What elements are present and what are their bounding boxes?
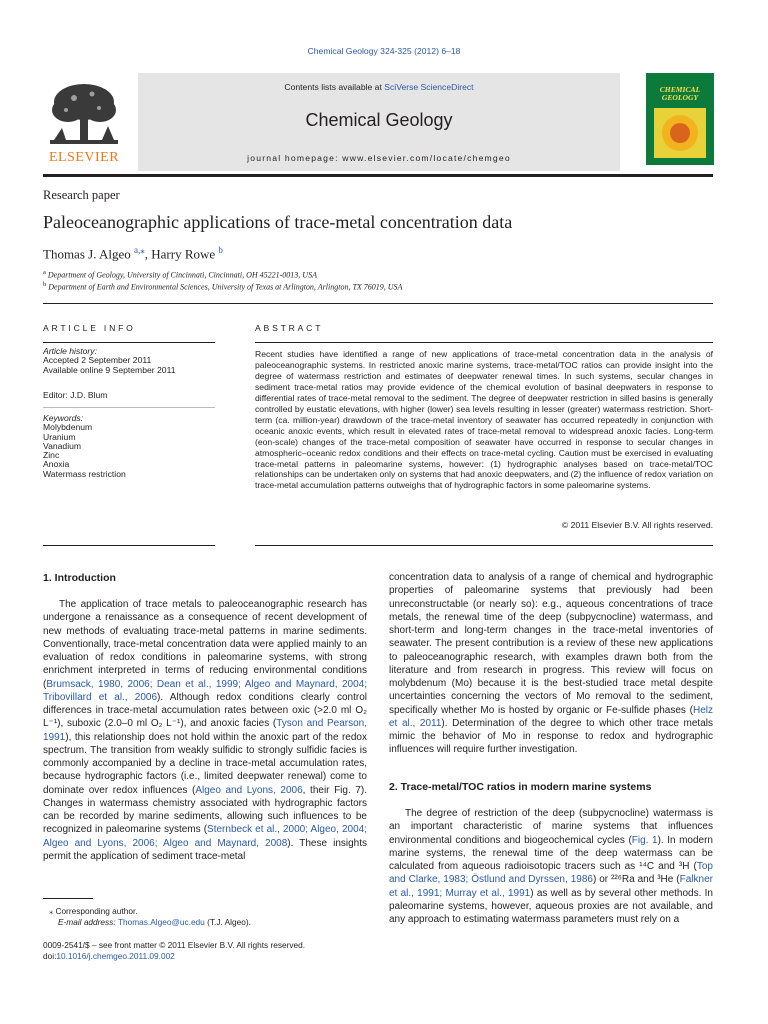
- keyword: Zinc: [43, 450, 60, 461]
- section-heading-introduction: 1. Introduction: [43, 572, 116, 584]
- contents-prefix: Contents lists available at: [284, 82, 385, 92]
- text-run: ). Determination of the degree to which other trace metals mimic the behavior of Mo in response to redox and hydrographic influences will require further investigation.: [389, 717, 713, 756]
- accepted-date: Accepted 2 September 2011: [43, 355, 152, 366]
- author-name: Thomas J. Algeo: [43, 246, 134, 262]
- text-run: ). Although redox conditions clearly control differences in trace-metal accumulation rates between oxic (>2.0 ml O₂ L⁻¹), suboxic (2.0–0 ml O₂ L⁻¹), and anoxic facies (: [43, 691, 367, 730]
- abstract-copyright: © 2011 Elsevier B.V. All rights reserved.: [561, 520, 713, 530]
- abstract-end-rule: [255, 545, 713, 546]
- text-run: ). In modern marine systems, the renewal time of the deep watermass can be calculated from aqueous radioisotopic tracers such as ¹⁴C and ³H (: [389, 834, 713, 872]
- article-title: Paleoceanographic applications of trace-metal concentration data: [43, 212, 513, 232]
- author-list: [43, 245, 223, 262]
- keywords-block: [43, 414, 215, 479]
- citation-link[interactable]: Brumsack, 1980, 2006; Dean et al., 1999; Algeo and Maynard, 2004; Tribovillard et al., 2006: [43, 678, 367, 703]
- doi-line: [43, 951, 175, 962]
- text-run: ) or ²²⁶Ra and ³He (: [592, 874, 680, 886]
- email-note: [58, 917, 251, 928]
- text-run: ), this relationship does not hold within the anoxic part of the redox spectrum. The transition from weakly sulfidic to strongly sulfidic facies is commonly accompanied by a decline in trace-metal accumulation rates, because hydrographic factors (i.e., limited deepwater renewal) come to dominate over redox influences (: [43, 731, 367, 796]
- text-run: , their Fig. 7). Changes in watermass chemistry associated with hydrographic factors can be recorded by marine sediments, allowing such influences to be recognized in paleomarine systems (: [43, 784, 368, 836]
- section-heading-trace-metal-toc: 2. Trace-metal/TOC ratios in modern marine systems: [389, 781, 652, 793]
- text-run: ). These insights permit the application of sediment trace-metal: [43, 837, 368, 862]
- article-info-divider: [43, 342, 215, 343]
- affiliation-text: Department of Geology, University of Cincinnati, Cincinnati, OH 45221-0013, USA: [45, 270, 317, 280]
- affiliation-text: Department of Earth and Environmental Sciences, University of Texas at Arlington, Arlington, TX 76019, USA: [46, 282, 403, 292]
- text-run: ) as well as by several other methods. In paleomarine systems, however, aqueous proxies are not available, and any approach to estimating watermass parameters must rely on a: [389, 887, 713, 925]
- author-affiliation-mark[interactable]: a,⁎: [134, 245, 145, 255]
- footnote-rule: [43, 898, 93, 899]
- journal-homepage[interactable]: journal homepage: www.elsevier.com/locate/chemgeo: [247, 153, 511, 163]
- citation-link[interactable]: Helz et al., 2011: [389, 704, 713, 729]
- text-run: concentration data to analysis of a range of chemical and hydrographic properties of paleomarine systems that previously had been unreconstructable (or nearly so): e.g., aqueous concentrations of trace metals, the renewal time of the deep (subpycnocline) watermass, and short-term and long-term changes in the trace-metal inventories of seawater. The present contribution is a review of these new applications to paleoceanographic research, with examples drawn both from the literature and from research in progress. This review will focus on molybdenum (Mo) because it is the best-studied trace metal despite uncertainties concerning the vectors of Mo removal to the sediment, specifically whether Mo is hosted by organic or Fe-sulfide phases (: [389, 572, 713, 716]
- affiliation: [43, 269, 317, 280]
- keyword: Watermass restriction: [43, 468, 126, 479]
- citation-link[interactable]: Sternbeck et al., 2000; Algeo, 2004; Algeo and Lyons, 2006; Algeo and Maynard, 2008: [43, 824, 367, 849]
- article-type: Research paper: [43, 188, 120, 202]
- text-run: The application of trace metals to paleoceanographic research has undergone a renaissance as a consequence of recent development of new methods of evaluating trace-metal patterns in marine sediments. Conventionally, trace-metal concentration data were applied mainly to an evaluation of redox conditions in paleomarine systems, with strong enrichment interpreted in terms of reducing environmental conditions (: [43, 599, 367, 690]
- citation-link[interactable]: Falkner et al., 1991; Murray et al., 1991: [389, 874, 713, 899]
- citation-link[interactable]: Tyson and Pearson, 1991: [43, 718, 367, 743]
- author-affiliation-mark[interactable]: b: [218, 245, 223, 255]
- figure-link[interactable]: Fig. 1: [631, 834, 658, 846]
- affiliation-mark: a: [43, 269, 46, 276]
- abstract-text: Recent studies have identified a range of new applications of trace-metal concentration data in the analysis of paleoceanographic systems. In restricted anoxic marine systems, trace-metal/TOC ratios can provide insight into the degree of watermass restriction and estimates of deepwater renewal times. In such systems, secular changes in sediment trace-metal ratios may provide evidence of the chemical evolution of basinal deepwaters in response to differential rates of trace-metal removal to the sediment. The degree of deepwater restriction in silled basins is generally controlled by eustatic elevations, with higher (lower) sea levels resulting in lesser (greater) watermass restriction. Short-term (ca. million-year) drawdown of the trace-metal inventory of seawater has occurred repeatedly in conjunction with oceanic anoxic events, which result in elevated rates of trace-metal removal to widespread anoxic facies. Long-term (eon-scale) changes of the trace-metal composition of seawater have occurred in response to secular changes in atmospheric–oceanic redox conditions and their effects on trace-metal cycling. Caution must be exercised in evaluating trace-metal patterns in paleomarine systems, however: (1) hydrographic analyses based on trace-metal/TOC relationships can be undertaken only on systems that had anoxic deepwaters, and (2) the influence of redox variation on trace-metal accumulation patterns outweighs that of hydrographic factors in some paleomarine systems.: [255, 349, 713, 491]
- affiliation: [43, 281, 402, 292]
- editor: Editor: J.D. Blum: [43, 390, 108, 400]
- elsevier-tree-logo: [44, 80, 124, 152]
- issn-line: 0009-2541/$ – see front matter © 2011 Elsevier B.V. All rights reserved.: [43, 940, 306, 950]
- header-rule: [43, 174, 713, 177]
- title-divider: [43, 303, 713, 304]
- doi-label: doi:: [43, 951, 57, 961]
- journal-name: Chemical Geology: [305, 110, 453, 130]
- email-link[interactable]: Thomas.Algeo@uc.edu: [117, 917, 205, 927]
- citation-link[interactable]: Algeo and Lyons, 2006: [195, 784, 303, 796]
- citation-link[interactable]: Top and Clarke, 1983; Östlund and Dyrssen, 1986: [389, 861, 713, 886]
- history-label: Article history:: [43, 346, 97, 356]
- corresponding-author-note: ⁎ Corresponding author.: [49, 906, 138, 916]
- journal-citation-link[interactable]: Chemical Geology 324-325 (2012) 6–18: [307, 46, 461, 56]
- intro-paragraph-2: [389, 571, 713, 757]
- elsevier-wordmark: ELSEVIER: [48, 150, 120, 165]
- sciencedirect-link[interactable]: SciVerse ScienceDirect: [384, 82, 474, 92]
- cover-artwork: [654, 108, 706, 158]
- doi-link[interactable]: 10.1016/j.chemgeo.2011.09.002: [56, 951, 175, 961]
- online-date: Available online 9 September 2011: [43, 364, 176, 375]
- keyword: Molybdenum: [43, 422, 93, 433]
- affiliation-mark: b: [43, 281, 47, 288]
- article-info-heading: ARTICLE INFO: [43, 323, 136, 333]
- article-history: [43, 347, 215, 375]
- cover-title: CHEMICAL GEOLOGY: [659, 85, 701, 102]
- abstract-heading: ABSTRACT: [255, 323, 324, 333]
- keyword: Uranium: [43, 431, 76, 442]
- keyword: Vanadium: [43, 440, 82, 451]
- article-info-end-rule: [43, 545, 215, 546]
- keywords-divider: [43, 407, 215, 408]
- keywords-label: Keywords:: [43, 413, 84, 423]
- section2-paragraph-1: [389, 807, 713, 926]
- text-run: The degree of restriction of the deep (subpycnocline) watermass is an important characteristic of marine systems that influences environmental conditions and biogeochemical cycles (: [389, 808, 713, 846]
- author-name: , Harry Rowe: [144, 246, 219, 262]
- abstract-divider: [255, 342, 713, 343]
- email-label: E-mail address:: [58, 917, 118, 927]
- keyword: Anoxia: [43, 459, 70, 470]
- intro-paragraph-1: [43, 598, 367, 863]
- contents-line: [138, 82, 620, 92]
- email-suffix: (T.J. Algeo).: [204, 917, 251, 927]
